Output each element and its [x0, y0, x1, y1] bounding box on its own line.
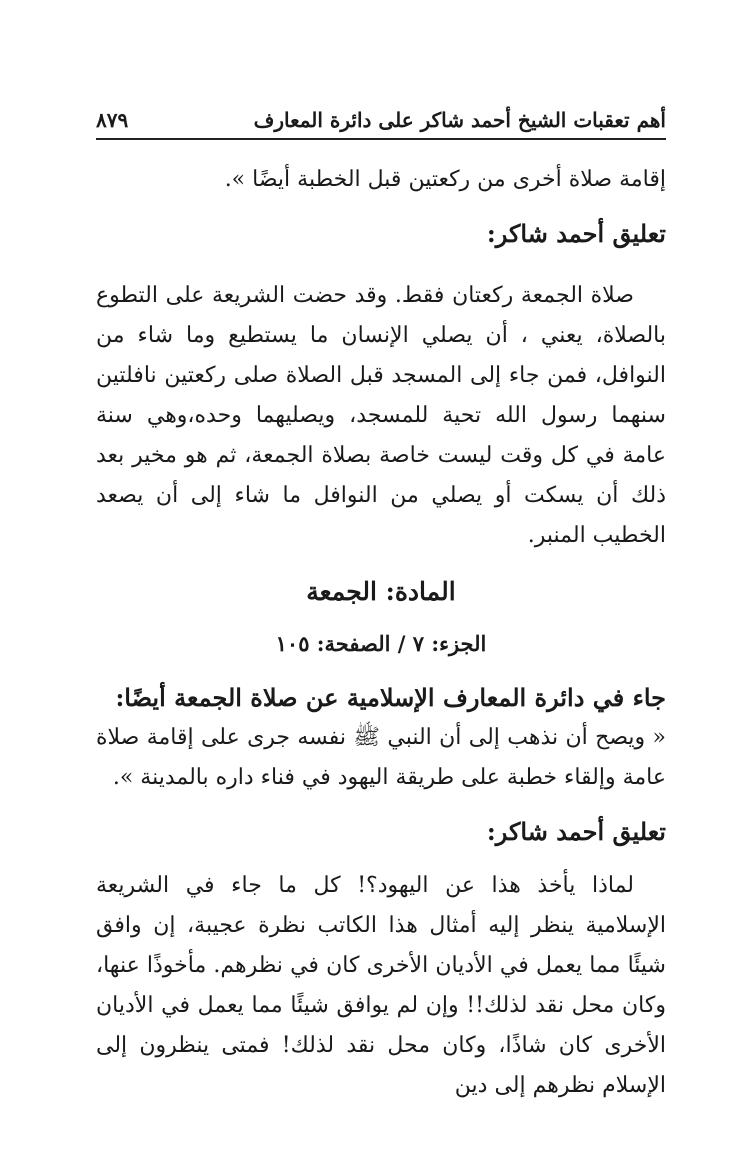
continued-line: إقامة صلاة أخرى من ركعتين قبل الخطبة أيضًا ». — [224, 167, 666, 192]
encyclopedia-quote: « ويصح أن نذهب إلى أن النبي ﷺ نفسه جرى على إقامة صلاة عامة وإلقاء خطبة على طريقة اليهود في فناء داره بالمدينة ». — [96, 725, 666, 790]
page-body — [96, 160, 666, 1106]
running-title: أهم تعقبات الشيخ أحمد شاكر على دائرة المعارف — [253, 108, 666, 132]
commentary-paragraph-2: لماذا يأخذ هذا عن اليهود؟! كل ما جاء في الشريعة الإسلامية ينظر إليه أمثال هذا الكاتب نظرة عجيبة، إن وافق شيئًا مما يعمل في الأديان الأخرى كان في نظرهم. مأخوذًا عنها، وكان محل نقد لذلك!! وإن لم يوافق شيئًا مما يعمل في الأديان الأخرى كان شاذًا، وكان محل نقد لذلك! فمتى ينظرون إلى الإسلام نظرهم إلى دين — [96, 873, 666, 1098]
page-header — [96, 100, 666, 140]
volume-page-reference: الجزء: ٧ / الصفحة: ١٠٥ — [275, 631, 487, 656]
commentary-paragraph: صلاة الجمعة ركعتان فقط. وقد حضت الشريعة على التطوع بالصلاة، يعني ، أن يصلي الإنسان ما يستطيع وما شاء من النوافل، فمن جاء إلى المسجد قبل الصلاة صلى ركعتين نافلتين سنهما رسول الله تحية للمسجد، ويصليهما وحده،وهي سنة عامة في كل وقت ليست خاصة بصلاة الجمعة، ثم هو مخير بعد ذلك أن يسكت أو يصلي من النوافل ما شاء إلى أن يصعد الخطيب المنبر. — [96, 283, 666, 548]
commentary-heading-2: تعليق أحمد شاكر: — [486, 817, 666, 846]
entry-title: المادة: الجمعة — [306, 577, 456, 606]
encyclopedia-heading: جاء في دائرة المعارف الإسلامية عن صلاة الجمعة أيضًا: — [115, 683, 666, 712]
commentary-heading: تعليق أحمد شاكر: — [486, 219, 666, 248]
page-number: ٨٧٩ — [96, 108, 129, 132]
